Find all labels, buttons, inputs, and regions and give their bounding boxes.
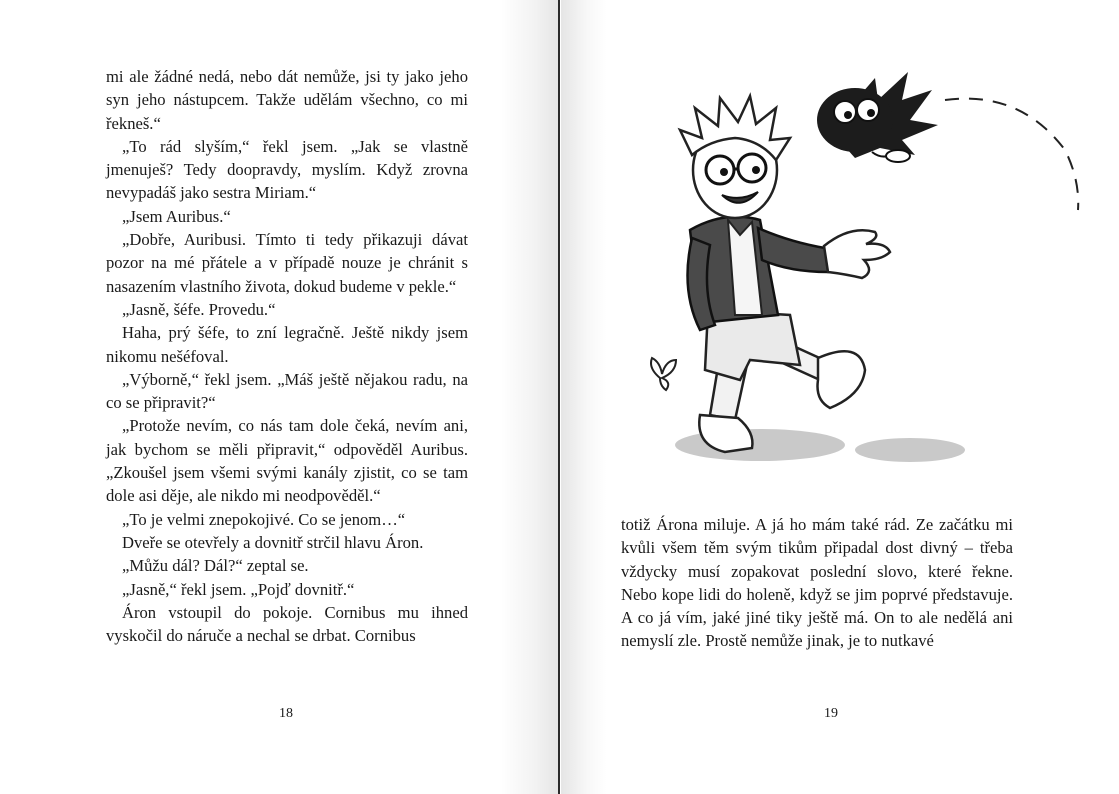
left-page-text xyxy=(106,65,468,647)
paragraph: Dveře se otevřely a dovnitř strčil hlavu Áron. xyxy=(122,532,424,552)
paragraph: „Jasně, šéfe. Provedu.“ xyxy=(122,299,276,319)
page-number-right: 19 xyxy=(824,706,838,721)
paragraph: „To je velmi znepokojivé. Co se jenom…“ xyxy=(122,509,406,529)
boy-with-hairball-creature-illustration-icon xyxy=(640,60,1080,480)
paragraph: totiž Árona miluje. A já ho mám také rád. Ze začátku mi kvůli všem těm svým tikům připadal dost divný – třeba vždycky musí zopakovat poslední slovo, které řekne. Nebo kope lidi do holeně, když se jim poprvé představuje. A co já vím, jaké jiné tiky ještě má. On to ale nedělá ani nemyslí zle. Prostě nemůže jinak, je to nutkavé xyxy=(621,515,1013,651)
paragraph: „To rád slyším,“ řekl jsem. „Jak se vlastně jmenuješ? Tedy doopravdy, myslím. Když zrovna nevypadáš jako sestra Miriam.“ xyxy=(106,136,468,203)
paragraph: „Výborně,“ řekl jsem. „Máš ještě nějakou radu, na co se připravit?“ xyxy=(106,369,468,413)
paragraph: Áron vstoupil do pokoje. Cornibus mu ihned vyskočil do náruče a nechal se drbat. Cornibus xyxy=(106,602,468,646)
paragraph: mi ale žádné nedá, nebo dát nemůže, jsi ty jako jeho syn jeho nástupcem. Takže udělám všechno, co mi řekneš.“ xyxy=(106,67,468,133)
book-spine xyxy=(558,0,560,794)
paragraph: Haha, prý šéfe, to zní legračně. Ještě nikdy jsem nikomu nešéfoval. xyxy=(106,323,468,366)
right-page-text xyxy=(621,513,1013,653)
page-number-left: 18 xyxy=(279,706,293,721)
paragraph: „Můžu dál? Dál?“ zeptal se. xyxy=(122,556,309,576)
gutter-shadow-left xyxy=(500,0,559,794)
paragraph: „Protože nevím, co nás tam dole čeká, nevím ani, jak bychom se měli připravit,“ odpověděl Auribus. „Zkoušel jsem všemi svými kanály zjistit, co se tam dole asi děje, ale nikdo mi neodpověděl.“ xyxy=(106,416,468,506)
paragraph: „Jasně,“ řekl jsem. „Pojď dovnitř.“ xyxy=(122,579,355,599)
paragraph: „Jsem Auribus.“ xyxy=(122,206,231,226)
gutter-shadow-right xyxy=(561,0,607,794)
paragraph: „Dobře, Auribusi. Tímto ti tedy přikazuji dávat pozor na mé přátele a v případě nouze je chránit s nasazením vlastního života, dokud budeme v pekle.“ xyxy=(106,230,468,296)
